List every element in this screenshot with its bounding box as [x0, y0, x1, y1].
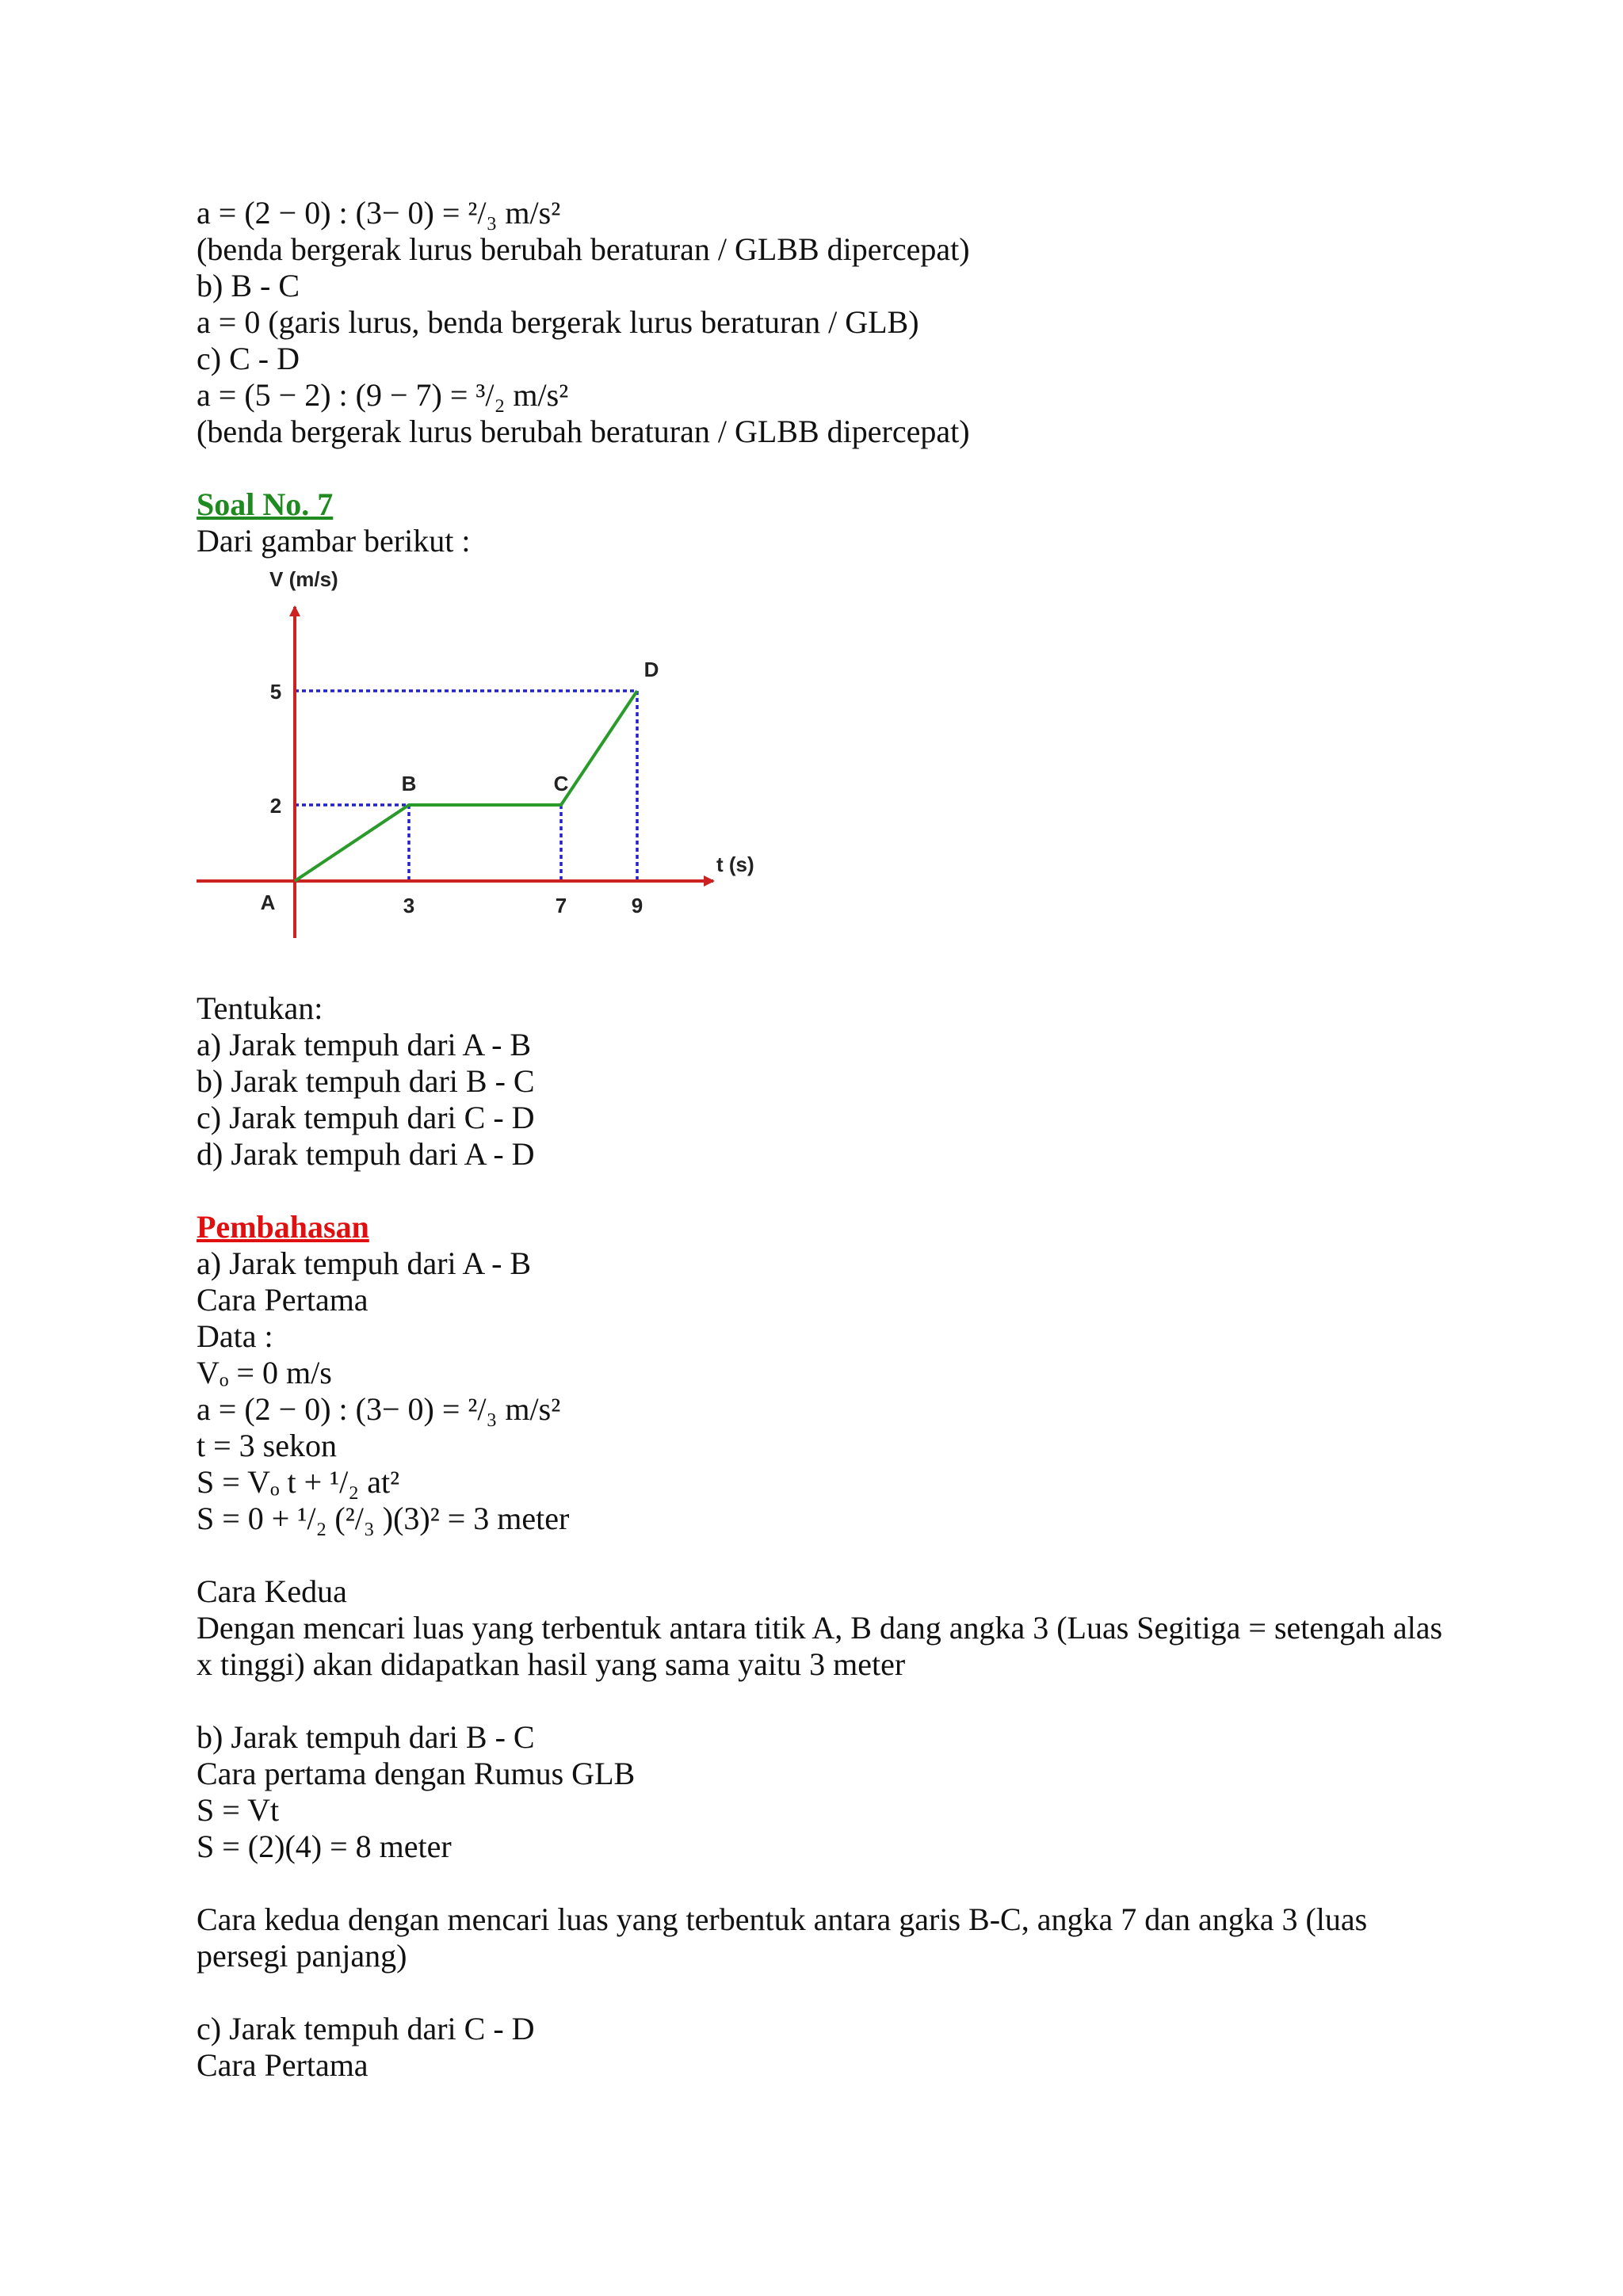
y-tick-label: 2 [269, 794, 282, 818]
pembahasan-heading: Pembahasan [197, 1209, 369, 1245]
question-item: d) Jarak tempuh dari A - D [197, 1136, 535, 1172]
glbb-note-2: (benda bergerak lurus berubah beraturan / GLBB dipercepat) [197, 414, 970, 449]
point-label: B [401, 772, 417, 795]
acceleration-bc-line: a = 0 (garis lurus, benda bergerak lurus beraturan / GLB) [197, 304, 919, 340]
part-b-label: b) B - C [197, 268, 300, 303]
solution-b-title: b) Jarak tempuh dari B - C [197, 1719, 535, 1755]
solution-b-method1: Cara pertama dengan Rumus GLB [197, 1756, 636, 1791]
solution-c-method1: Cara Pertama [197, 2047, 369, 2083]
spacer [197, 1683, 1449, 1719]
x-tick-label: 9 [631, 894, 643, 917]
solution-a-method1: Cara Pertama [197, 1282, 369, 1318]
spacer [197, 1974, 1449, 2011]
solution-a-method2-text: Dengan mencari luas yang terbentuk antara titik A, B dang angka 3 (Luas Segitiga = setengah alas x tinggi) akan didapatkan hasil yang sama yaitu 3 meter [197, 1610, 1443, 1682]
point-label: A [260, 891, 276, 914]
glbb-note-1: (benda bergerak lurus berubah beraturan / GLBB dipercepat) [197, 231, 970, 267]
x-axis-label: t (s) [716, 852, 754, 876]
velocity-time-graph [193, 559, 796, 990]
tentukan-title: Tentukan: [197, 990, 323, 1026]
text-column [197, 195, 1449, 2084]
question-item: c) Jarak tempuh dari C - D [197, 1100, 535, 1135]
point-label: D [643, 658, 659, 681]
solution-a-calc: S = 0 + ¹/₂ (²/₃ )(3)² = 3 meter [197, 1501, 570, 1536]
point-label: C [553, 772, 569, 795]
acceleration-cd-line: a = (5 − 2) : (9 − 7) = ³/₂ m/s² [197, 377, 569, 413]
spacer [197, 1865, 1449, 1901]
solution-c-title: c) Jarak tempuh dari C - D [197, 2011, 535, 2046]
solution-b-formula: S = Vt [197, 1792, 280, 1828]
solution-a-title: a) Jarak tempuh dari A - B [197, 1245, 532, 1281]
graph-svg [193, 559, 796, 990]
x-tick-label: 7 [555, 894, 567, 917]
velocity-line [295, 691, 637, 881]
solution-a-method2: Cara Kedua [197, 1573, 347, 1609]
solution-b-calc: S = (2)(4) = 8 meter [197, 1829, 452, 1864]
x-tick-label: 3 [403, 894, 415, 917]
y-tick-label: 5 [269, 680, 282, 704]
solution-a-acc: a = (2 − 0) : (3− 0) = ²/₃ m/s² [197, 1391, 561, 1427]
solution-a-v0: Vₒ = 0 m/s [197, 1355, 332, 1390]
solution-b-method2-text: Cara kedua dengan mencari luas yang terbentuk antara garis B-C, angka 7 dan angka 3 (luas persegi panjang) [197, 1901, 1368, 1974]
question-item: a) Jarak tempuh dari A - B [197, 1027, 532, 1062]
y-axis-label: V (m/s) [269, 567, 338, 591]
solution-a-time: t = 3 sekon [197, 1428, 337, 1463]
soal-heading: Soal No. 7 [197, 486, 334, 522]
solution-a-data: Data : [197, 1318, 273, 1354]
spacer [197, 1173, 1449, 1209]
solution-a-formula: S = Vₒ t + ¹/₂ at² [197, 1464, 400, 1500]
question-item: b) Jarak tempuh dari B - C [197, 1063, 535, 1099]
spacer [197, 1537, 1449, 1573]
part-c-label: c) C - D [197, 341, 300, 376]
spacer [197, 450, 1449, 486]
soal-intro: Dari gambar berikut : [197, 523, 471, 559]
acceleration-ab-line: a = (2 − 0) : (3− 0) = ²/₃ m/s² [197, 195, 561, 231]
